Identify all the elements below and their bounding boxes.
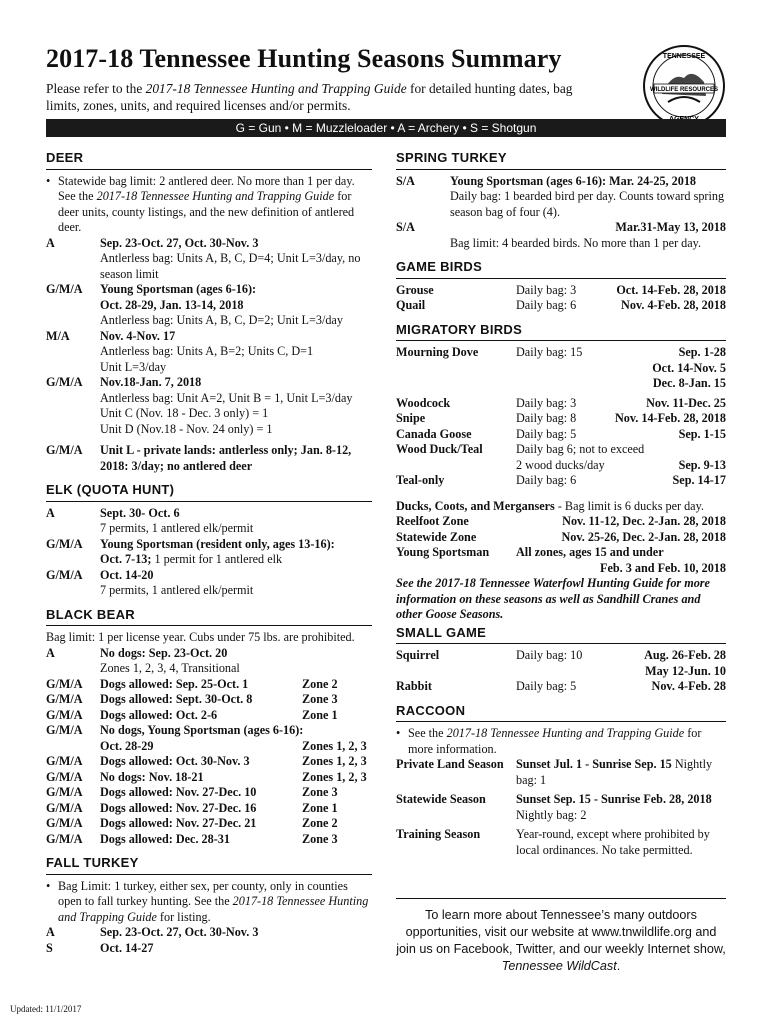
elk-entry: A Sept. 30- Oct. 6 7 permits, 1 antlered elk/permit xyxy=(46,505,254,535)
deer-bullet: • Statewide bag limit: 2 antlered deer. No more than 1 per day. See the 2017-18 Tennessee Hunting and Trapping Guide for deer units, county listings, and the new definition of antlered deer. xyxy=(46,174,372,236)
section-heading-fall-turkey: FALL TURKEY xyxy=(46,855,372,875)
duck-zone-row: Reelfoot Zone Nov. 11-12, Dec. 2-Jan. 28, 2018 xyxy=(396,514,726,528)
fall-turkey-entry: A Sep. 23-Oct. 27, Oct. 30-Nov. 3 xyxy=(46,925,259,939)
svg-text:TENNESSEE: TENNESSEE xyxy=(662,53,706,60)
migratory-row: Wood Duck/Teal Daily bag 6; not to exceed 2 wood ducks/day Sep. 9-13 xyxy=(396,442,726,472)
deer-entry: G/M/A Nov.18-Jan. 7, 2018 Antlerless bag: Unit A=2, Unit B = 1, Unit L=3/day Unit C (Nov. 18 - Dec. 3 only) = 1 Unit D (Nov.18 - Nov. 24 only) = 1 xyxy=(46,375,353,436)
updated-date: Updated: 11/1/2017 xyxy=(10,1004,82,1014)
bear-row: G/M/A Dogs allowed: Oct. 2-6 Zone 1 xyxy=(46,707,338,722)
small-game-row: Squirrel Daily bag: 10 Aug. 26-Feb. 28 May 12-Jun. 10 xyxy=(396,648,726,678)
game-bird-row: Grouse Daily bag: 3 Oct. 14-Feb. 28, 2018 xyxy=(396,282,726,297)
intro-text: Please refer to the 2017-18 Tennessee Hunting and Trapping Guide for detailed hunting dates, bag limits, zones, units, and required licenses and/or permits. xyxy=(46,81,573,113)
migratory-row: Woodcock Daily bag: 3 Nov. 11-Dec. 25 xyxy=(396,395,726,410)
bear-row: G/M/A Dogs allowed: Sep. 25-Oct. 1 Zone 2 xyxy=(46,676,338,691)
agency-seal-logo xyxy=(642,44,726,128)
spring-turkey-entry: S/A Young Sportsman (ages 6-16): Mar. 24-25, 2018 Daily bag: 1 bearded bird per day. Counts toward spring season bag of four (4). xyxy=(396,173,725,219)
bear-row: G/M/A No dogs: Nov. 18-21 Zones 1, 2, 3 xyxy=(46,769,367,784)
left-column xyxy=(46,150,372,956)
section-heading-game-birds: GAME BIRDS xyxy=(396,259,726,279)
young-sportsman-dates: Feb. 3 and Feb. 10, 2018 xyxy=(600,560,726,575)
section-heading-raccoon: RACCOON xyxy=(396,703,726,723)
waterfowl-note: See the 2017-18 Tennessee Waterfowl Hunting Guide for more information on these seasons as well as Sandhill Cranes and other Goose Seasons. xyxy=(396,576,710,621)
bear-row: G/M/A Dogs allowed: Nov. 27-Dec. 10 Zone 3 xyxy=(46,785,338,799)
fall-turkey-entry: S Oct. 14-27 xyxy=(46,940,154,955)
elk-entry: G/M/A Oct. 14-20 7 permits, 1 antlered elk/permit xyxy=(46,567,254,597)
duck-zone-row: Young Sportsman All zones, ages 15 and under xyxy=(396,545,664,559)
right-column xyxy=(396,150,726,858)
section-heading-small-game: SMALL GAME xyxy=(396,625,726,645)
bear-row: G/M/A No dogs, Young Sportsman (ages 6-16): xyxy=(46,723,304,737)
section-heading-spring-turkey: SPRING TURKEY xyxy=(396,150,726,170)
migratory-row: Teal-only Daily bag: 6 Sep. 14-17 xyxy=(396,473,726,487)
elk-entry: G/M/A Young Sportsman (resident only, ages 13-16): Oct. 7-13; 1 permit for 1 antlered elk xyxy=(46,536,335,566)
fall-turkey-bullet: • Bag Limit: 1 turkey, either sex, per county, only in counties open to fall turkey hunting. See the 2017-18 Tennessee Hunting and Trapping Guide for listing. xyxy=(46,879,372,926)
section-heading-black-bear: BLACK BEAR xyxy=(46,607,372,627)
bear-row: G/M/A Dogs allowed: Dec. 28-31 Zone 3 xyxy=(46,831,338,846)
section-heading-migratory-birds: MIGRATORY BIRDS xyxy=(396,322,726,342)
section-heading-elk: ELK (QUOTA HUNT) xyxy=(46,482,372,502)
bear-note: Bag limit: 1 per license year. Cubs under 75 lbs. are prohibited. xyxy=(46,630,355,644)
bear-entry: A No dogs: Sep. 23-Oct. 20 Zones 1, 2, 3, 4, Transitional xyxy=(46,645,240,675)
ducks-note: Ducks, Coots, and Mergansers - Bag limit is 6 ducks per day. xyxy=(396,498,704,513)
deer-entry: M/A Nov. 4-Nov. 17 Antlerless bag: Units A, B=2; Units C, D=1 Unit L=3/day xyxy=(46,328,314,374)
game-bird-row: Quail Daily bag: 6 Nov. 4-Feb. 28, 2018 xyxy=(396,298,726,312)
deer-entry: G/M/A Young Sportsman (ages 6-16): Oct. 28-29, Jan. 13-14, 2018 Antlerless bag: Units A, B, C, D=2; Unit L=3/day xyxy=(46,282,343,327)
footer-promo: To learn more about Tennessee’s many outdoors opportunities, visit our website at www.tnwildlife.org and join us on Facebook, Twitter, and our weekly Internet show, Tennessee WildCast. xyxy=(396,898,726,975)
migratory-row: Snipe Daily bag: 8 Nov. 14-Feb. 28, 2018 xyxy=(396,411,726,425)
bear-row: Oct. 28-29 Zones 1, 2, 3 xyxy=(100,738,367,753)
duck-zone-row: Statewide Zone Nov. 25-26, Dec. 2-Jan. 28, 2018 xyxy=(396,529,726,544)
spring-turkey-entry: S/A Mar.31-May 13, 2018 Bag limit: 4 bearded birds. No more than 1 per day. xyxy=(396,220,726,250)
svg-text:WILDLIFE RESOURCES: WILDLIFE RESOURCES xyxy=(649,87,719,93)
bear-row: G/M/A Dogs allowed: Nov. 27-Dec. 16 Zone 1 xyxy=(46,800,338,815)
raccoon-row: Private Land Season Sunset Jul. 1 - Sunrise Sep. 15 Nightly bag: 1 xyxy=(396,757,713,787)
bear-row: G/M/A Dogs allowed: Oct. 30-Nov. 3 Zones 1, 2, 3 xyxy=(46,754,367,768)
migratory-row: Mourning Dove Daily bag: 15 Sep. 1-28 Oct. 14-Nov. 5 Dec. 8-Jan. 15 xyxy=(396,345,726,390)
legend-bar: G = Gun • M = Muzzleloader • A = Archery • S = Shotgun xyxy=(46,119,726,137)
raccoon-row: Training Season Year-round, except where prohibited by local ordinances. No take permitted. xyxy=(396,827,710,857)
migratory-row: Canada Goose Daily bag: 5 Sep. 1-15 xyxy=(396,426,726,441)
page-title: 2017-18 Tennessee Hunting Seasons Summary xyxy=(46,44,562,73)
deer-entry: G/M/A Unit L - private lands: antlerless only; Jan. 8-12, 2018: 3/day; no antlered deer xyxy=(46,443,352,473)
raccoon-row: Statewide Season Sunset Sep. 15 - Sunrise Feb. 28, 2018 Nightly bag: 2 xyxy=(396,792,712,822)
deer-entry: A Sep. 23-Oct. 27, Oct. 30-Nov. 3 Antlerless bag: Units A, B, C, D=4; Unit L=3/day, no season limit xyxy=(46,235,361,281)
small-game-row: Rabbit Daily bag: 5 Nov. 4-Feb. 28 xyxy=(396,679,726,693)
raccoon-bullet: • See the 2017-18 Tennessee Hunting and Trapping Guide for more information. xyxy=(396,726,726,757)
bear-row: G/M/A Dogs allowed: Sept. 30-Oct. 8 Zone 3 xyxy=(46,692,338,706)
bear-row: G/M/A Dogs allowed: Nov. 27-Dec. 21 Zone 2 xyxy=(46,816,338,830)
section-heading-deer: DEER xyxy=(46,150,372,170)
